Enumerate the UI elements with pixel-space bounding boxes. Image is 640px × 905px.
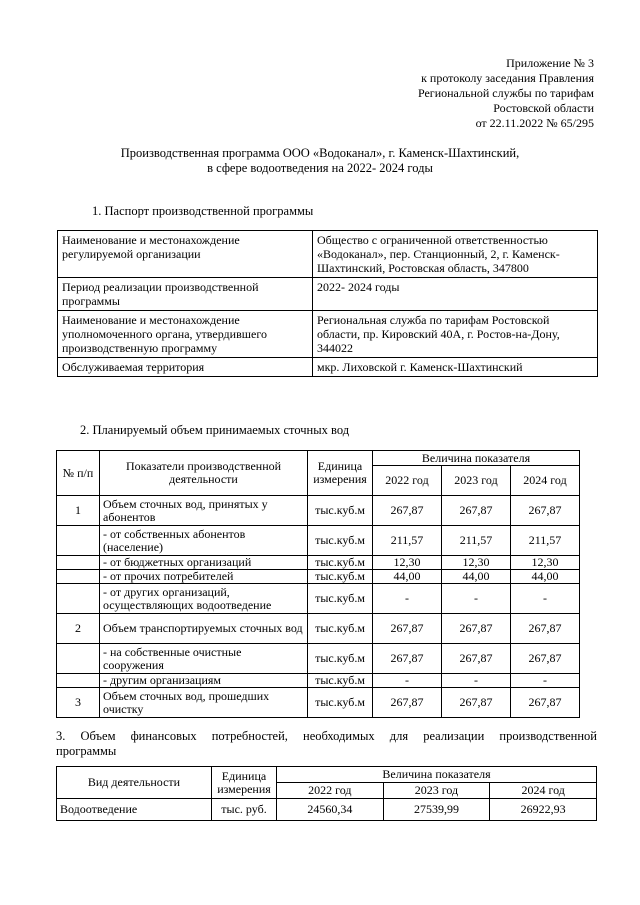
table-row <box>57 526 580 556</box>
section-3-heading-line-2: программы <box>56 744 117 758</box>
header-year-2022: 2022 год <box>277 783 384 799</box>
row-value-2024: 12,30 <box>511 556 580 570</box>
row-num: 2 <box>57 614 100 644</box>
row-value-2024: 211,57 <box>511 526 580 556</box>
table-row <box>57 584 580 614</box>
row-value-2024: 267,87 <box>511 644 580 674</box>
row-indicator: - другим организациям <box>100 674 308 688</box>
row-value-2023: 267,87 <box>442 496 511 526</box>
row-value-2023: 267,87 <box>442 644 511 674</box>
row-value-2024: 267,87 <box>511 496 580 526</box>
appendix-note <box>418 56 594 131</box>
row-value-2023: 211,57 <box>442 526 511 556</box>
passport-value: 2022- 2024 годы <box>313 278 598 311</box>
header-year-2024: 2024 год <box>490 783 597 799</box>
header-year-2023: 2023 год <box>383 783 490 799</box>
row-value-2022: 44,00 <box>373 570 442 584</box>
row-value-2022: 267,87 <box>373 496 442 526</box>
table-row <box>57 556 580 570</box>
passport-label: Наименование и местонахождение регулируемой организации <box>58 231 313 278</box>
section-3-heading <box>56 729 597 759</box>
row-value-2023: 267,87 <box>442 688 511 718</box>
header-year-2023: 2023 год <box>442 466 511 496</box>
row-value-2022: 211,57 <box>373 526 442 556</box>
row-activity: Водоотведение <box>57 799 212 821</box>
row-num <box>57 556 100 570</box>
row-indicator: - от собственных абонентов (население) <box>100 526 308 556</box>
passport-label: Обслуживаемая территория <box>58 358 313 377</box>
table-row <box>58 358 598 377</box>
table-row <box>57 570 580 584</box>
header-year-2022: 2022 год <box>373 466 442 496</box>
row-indicator: - на собственные очистные сооружения <box>100 644 308 674</box>
row-unit: тыс. руб. <box>212 799 277 821</box>
row-value-2022: - <box>373 674 442 688</box>
appendix-line: к протоколу заседания Правления <box>421 71 594 85</box>
table-row <box>57 688 580 718</box>
passport-label: Наименование и местонахождение уполномоченного органа, утвердившего производственную программу <box>58 311 313 358</box>
row-value-2022: 267,87 <box>373 644 442 674</box>
table-row <box>57 496 580 526</box>
document-title <box>0 146 640 176</box>
row-num <box>57 526 100 556</box>
passport-value: Общество с ограниченной ответственностью «Водоканал», пер. Станционный, 2, г. Каменск-Шахтинский, Ростовская область, 347800 <box>313 231 598 278</box>
table-row <box>58 231 598 278</box>
header-num: № п/п <box>57 451 100 496</box>
row-indicator: - от прочих потребителей <box>100 570 308 584</box>
row-value-2024: 26922,93 <box>490 799 597 821</box>
row-num: 1 <box>57 496 100 526</box>
row-value-2022: 12,30 <box>373 556 442 570</box>
row-value-2024: 44,00 <box>511 570 580 584</box>
passport-value: мкр. Лиховской г. Каменск-Шахтинский <box>313 358 598 377</box>
table-row <box>57 799 597 821</box>
row-num <box>57 644 100 674</box>
appendix-line: Ростовской области <box>493 101 594 115</box>
financial-needs-table <box>56 766 597 821</box>
row-unit: тыс.куб.м <box>308 674 373 688</box>
title-line-1: Производственная программа ООО «Водоканал», г. Каменск-Шахтинский, <box>120 146 520 160</box>
header-value: Величина показателя <box>373 451 580 466</box>
row-unit: тыс.куб.м <box>308 496 373 526</box>
passport-table <box>57 230 598 377</box>
row-value-2023: 267,87 <box>442 614 511 644</box>
row-value-2023: - <box>442 674 511 688</box>
row-num <box>57 674 100 688</box>
table-header-row <box>57 451 580 466</box>
table-row <box>57 614 580 644</box>
row-unit: тыс.куб.м <box>308 570 373 584</box>
table-row <box>57 674 580 688</box>
table-row <box>58 311 598 358</box>
appendix-line: Региональной службы по тарифам <box>417 86 594 100</box>
row-value-2024: 267,87 <box>511 614 580 644</box>
row-indicator: Объем сточных вод, принятых у абонентов <box>100 496 308 526</box>
row-unit: тыс.куб.м <box>308 644 373 674</box>
row-indicator: - от бюджетных организаций <box>100 556 308 570</box>
row-num: 3 <box>57 688 100 718</box>
row-indicator: Объем сточных вод, прошедших очистку <box>100 688 308 718</box>
row-indicator: - от других организаций, осуществляющих водоотведение <box>100 584 308 614</box>
table-header-row <box>57 767 597 783</box>
header-unit: Единица измерения <box>308 451 373 496</box>
row-value-2024: - <box>511 584 580 614</box>
row-unit: тыс.куб.м <box>308 526 373 556</box>
appendix-line: Приложение № 3 <box>506 56 594 70</box>
row-value-2022: - <box>373 584 442 614</box>
row-indicator: Объем транспортируемых сточных вод <box>100 614 308 644</box>
row-value-2022: 24560,34 <box>277 799 384 821</box>
row-value-2023: 12,30 <box>442 556 511 570</box>
header-indicator: Показатели производственной деятельности <box>100 451 308 496</box>
header-year-2024: 2024 год <box>511 466 580 496</box>
row-unit: тыс.куб.м <box>308 556 373 570</box>
wastewater-volume-table <box>56 450 580 718</box>
header-activity: Вид деятельности <box>57 767 212 799</box>
row-value-2023: 44,00 <box>442 570 511 584</box>
header-value: Величина показателя <box>277 767 597 783</box>
row-value-2024: 267,87 <box>511 688 580 718</box>
row-value-2023: 27539,99 <box>383 799 490 821</box>
row-num <box>57 570 100 584</box>
row-unit: тыс.куб.м <box>308 688 373 718</box>
header-unit: Единица измерения <box>212 767 277 799</box>
section-1-heading: 1. Паспорт производственной программы <box>92 204 314 218</box>
title-line-2: в сфере водоотведения на 2022- 2024 годы <box>207 161 433 175</box>
table-row <box>58 278 598 311</box>
appendix-line: от 22.11.2022 № 65/295 <box>475 116 594 130</box>
row-value-2023: - <box>442 584 511 614</box>
passport-label: Период реализации производственной программы <box>58 278 313 311</box>
passport-value: Региональная служба по тарифам Ростовской области, пр. Кировский 40А, г. Ростов-на-Дону, 344022 <box>313 311 598 358</box>
row-value-2022: 267,87 <box>373 688 442 718</box>
table-row <box>57 644 580 674</box>
row-unit: тыс.куб.м <box>308 584 373 614</box>
row-unit: тыс.куб.м <box>308 614 373 644</box>
section-3-heading-line-1: 3. Объем финансовых потребностей, необходимых для реализации производственной <box>56 729 597 743</box>
section-2-heading: 2. Планируемый объем принимаемых сточных вод <box>80 423 350 437</box>
row-value-2024: - <box>511 674 580 688</box>
row-num <box>57 584 100 614</box>
row-value-2022: 267,87 <box>373 614 442 644</box>
